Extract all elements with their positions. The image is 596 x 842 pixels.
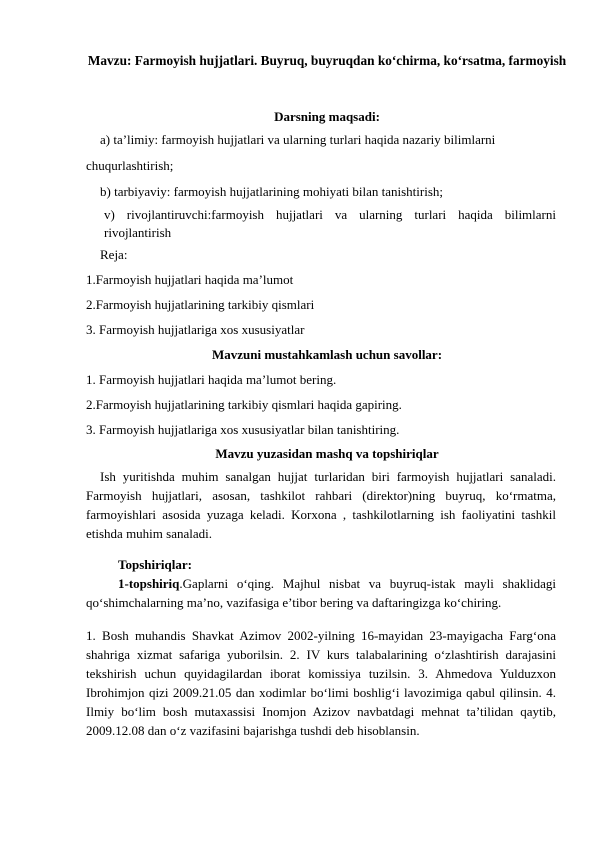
- sentences-paragraph: 1. Bosh muhandis Shavkat Azimov 2002-yilning 16-mayidan 23-mayigacha Farg‘ona shahriga xizmat safariga yuborilsin. 2. IV kurs talabalarining o‘zlashtirish darajasini tekshirish uchun quyidagilardan iborat komissiya tuzilsin. 3. Ahmedova Yulduzxon Ibrohimjon qizi 2009.21.05 dan xodimlar bo‘limi boshlig‘i lavozimiga qabul qilinsin. 4. Ilmiy bo‘lim bosh mutaxassisi Inomjon Azizov navbatdagi mehnat ta’tilidan qaytib, 2009.12.08 dan o‘z vazifasini bajarishga tushdi deb hisoblansin.: [86, 628, 556, 738]
- page-title: Mavzu: Farmoyish hujjatlari. Buyruq, buyruqdan ko‘chirma, ko‘rsatma, farmoyish: [87, 53, 567, 68]
- goal-v: v) rivojlantiruvchi:farmoyish hujjatlari va ularning turlari haqida bilimlarni rivojlantirish: [104, 207, 556, 240]
- plan-item: 1.Farmoyish hujjatlari haqida ma’lumot: [86, 272, 294, 287]
- question-item: 3. Farmoyish hujjatlariga xos xususiyatlar bilan tanishtiring.: [86, 422, 400, 437]
- exercise-heading: Mavzu yuzasidan mashq va topshiriqlar: [215, 446, 439, 461]
- task1-label: 1-topshiriq: [118, 576, 180, 591]
- goal-a-line2: chuqurlashtirish;: [86, 158, 174, 173]
- questions-heading: Mavzuni mustahkamlash uchun savollar:: [211, 347, 443, 362]
- plan-item: 2.Farmoyish hujjatlarining tarkibiy qismlari: [86, 297, 315, 312]
- exercise-paragraph: Ish yuritishda muhim sanalgan hujjat turlaridan biri farmoyish hujjatlari sanaladi. Farmoyish hujjatlari, asosan, tashkilot rahbari (direktor)ning buyruq, ko‘rmatma, farmoyishlari asosida yuzaga keladi. Korxona , tashkilotlarning ish faoliyatini tashkil etishda muhim sanaladi.: [86, 469, 556, 541]
- question-item: 2.Farmoyish hujjatlarining tarkibiy qismlari haqida gapiring.: [86, 397, 402, 412]
- goal-heading: Darsning maqsadi:: [274, 109, 380, 124]
- task1-text: .Gaplarni o‘qing. Majhul nisbat va buyruq-istak mayli shaklidagi qo‘shimchalarning ma’no, vazifasiga e’tibor bering va daftaringizga ko‘chiring.: [86, 576, 556, 610]
- tasks-label: Topshiriqlar:: [118, 557, 192, 572]
- goal-b: b) tarbiyaviy: farmoyish hujjatlarining mohiyati bilan tanishtirish;: [100, 184, 443, 199]
- plan-item: 3. Farmoyish hujjatlariga xos xususiyatlar: [86, 322, 305, 337]
- plan-label: Reja:: [100, 247, 128, 262]
- question-item: 1. Farmoyish hujjatlari haqida ma’lumot bering.: [86, 372, 337, 387]
- task1-paragraph: [86, 574, 556, 612]
- goal-a-line1: a) ta’limiy: farmoyish hujjatlari va ularning turlari haqida nazariy bilimlarni: [100, 132, 496, 147]
